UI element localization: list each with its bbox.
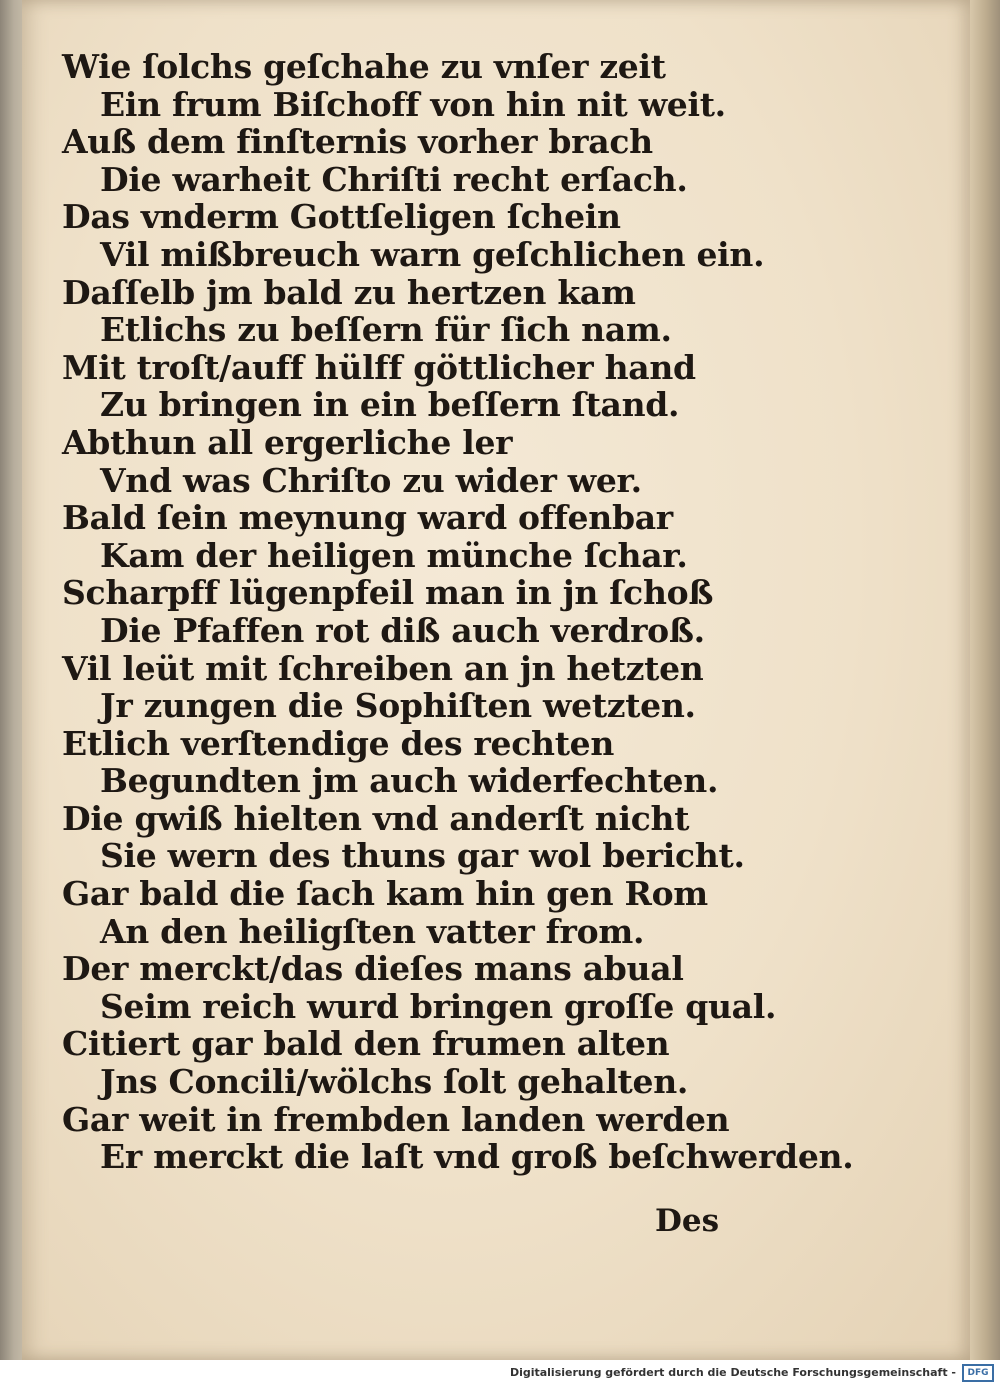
verse-line: Scharpff lügenpfeil man in jn ſchoß xyxy=(62,573,714,613)
verse-line: Daſſelb jm bald zu hertzen kam xyxy=(62,272,636,312)
verse-line: Auß dem finſternis vorher brach xyxy=(62,122,653,162)
funding-credit: Digitalisierung gefördert durch die Deutsche Forschungsgemeinschaft - xyxy=(509,1366,956,1379)
page-stack-edge xyxy=(970,0,1000,1360)
verse-line: Die gwiß hielten vnd anderſt nicht xyxy=(62,798,690,838)
verse-line: Bald ſein meynung ward offenbar xyxy=(62,498,673,538)
verse-line: Etlichs zu beſſern für ſich nam. xyxy=(100,310,672,350)
verse-line: Vil leüt mit ſchreiben an jn hetzten xyxy=(62,648,704,688)
verse-line: Das vnderm Gottſeligen ſchein xyxy=(62,197,621,237)
verse-line: Die Pfaffen rot diß auch verdroß. xyxy=(100,610,705,650)
verse-line: Ein frum Biſchoff von hin nit weit. xyxy=(100,84,726,124)
verse-line: An den heiligſten vatter from. xyxy=(100,911,645,951)
verse-line: Vil mißbreuch warn geſchlichen ein. xyxy=(100,234,765,274)
verse-line: Jr zungen die Sophiſten wetzten. xyxy=(100,686,696,726)
poem-text-block xyxy=(62,47,854,1177)
verse-line: Zu bringen in ein beſſern ſtand. xyxy=(100,385,680,425)
verse-line: Gar bald die ſach kam hin gen Rom xyxy=(62,874,708,914)
verse-line: Abthun all ergerliche ler xyxy=(62,422,513,462)
verse-line: Der merckt/das dieſes mans abual xyxy=(62,949,684,989)
verse-line: Kam der heiligen münche ſchar. xyxy=(100,535,688,575)
catchword: Des xyxy=(655,1203,720,1239)
verse-line: Er merckt die laſt vnd groß beſchwerden. xyxy=(100,1137,854,1177)
verse-line: Etlich verſtendige des rechten xyxy=(62,723,615,763)
verse-line: Wie ſolchs geſchahe zu vnſer zeit xyxy=(62,47,666,86)
verse-line: Mit troſt/auff hülff göttlicher hand xyxy=(62,347,696,387)
verse-line: Vnd was Chriſto zu wider wer. xyxy=(100,460,642,500)
digitization-footer xyxy=(0,1360,1000,1388)
verse-line: Citiert gar bald den frumen alten xyxy=(62,1024,670,1064)
verse-line: Die warheit Chriſti recht erſach. xyxy=(100,159,688,199)
verse-line: Gar weit in frembden landen werden xyxy=(62,1099,730,1139)
verse-line: Jns Concili/wölchs ſolt gehalten. xyxy=(100,1062,689,1102)
verse-line: Seim reich wurd bringen groſſe qual. xyxy=(100,986,777,1026)
dfg-logo: DFG xyxy=(962,1364,994,1382)
verse-line: Begundten jm auch widerfechten. xyxy=(100,761,719,801)
verse-line: Sie wern des thuns gar wol bericht. xyxy=(100,836,745,876)
